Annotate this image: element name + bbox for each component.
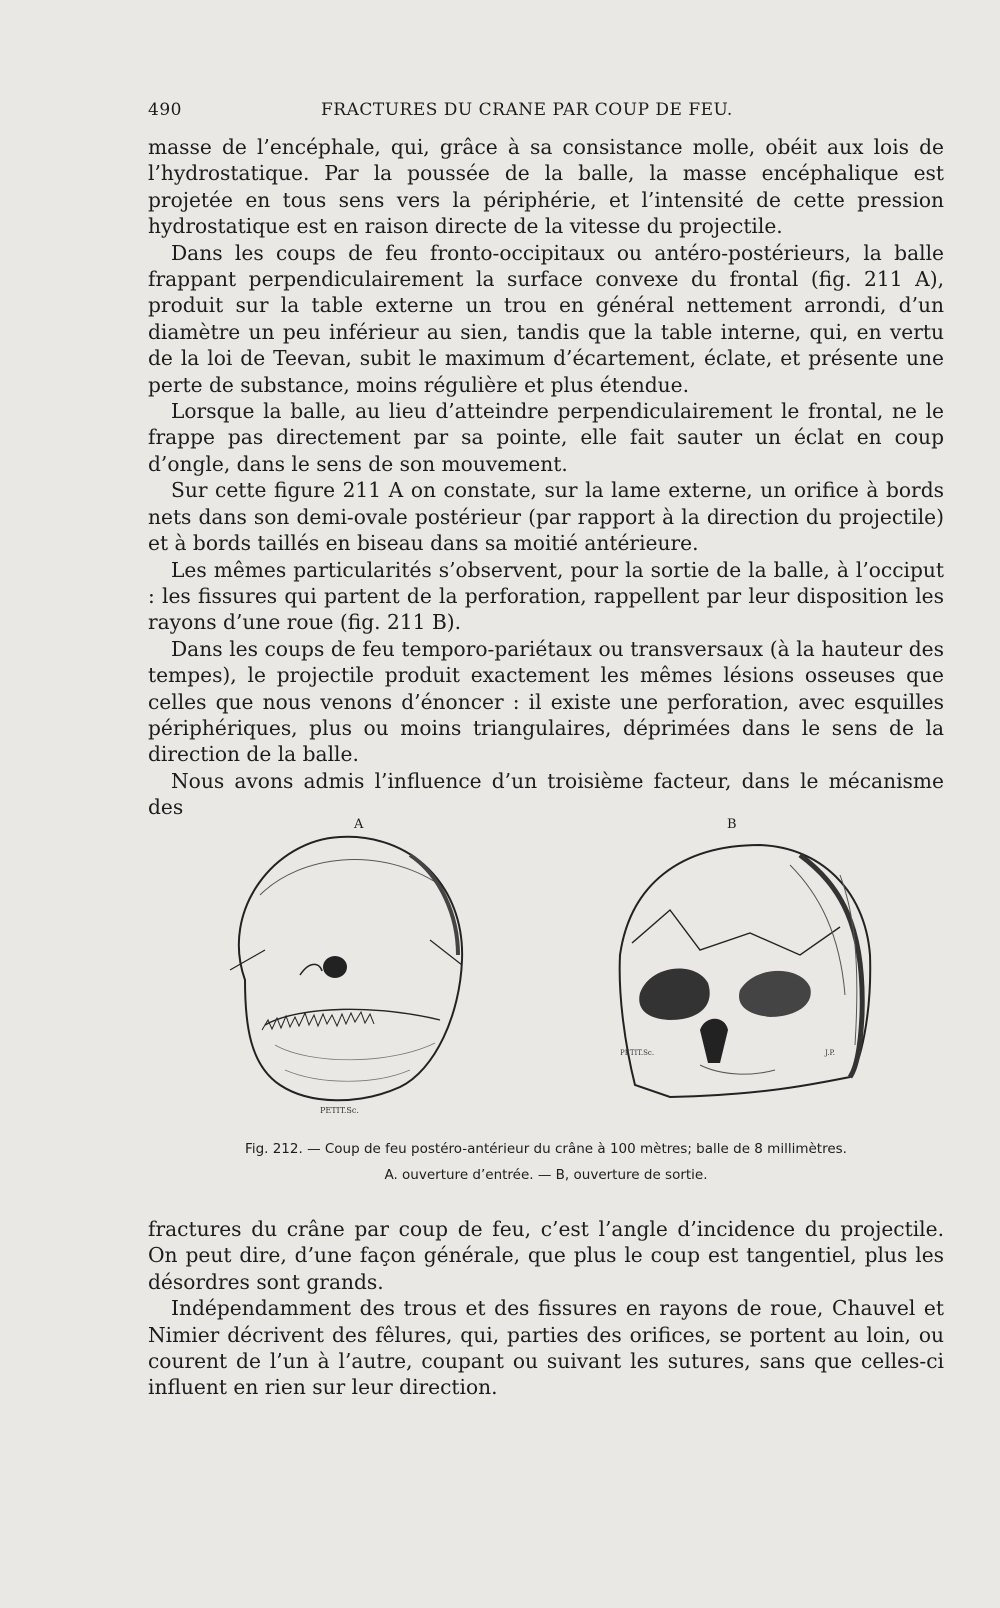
paragraph: Dans les coups de feu fronto-occipitaux ou antéro-postérieurs, la balle frappant perpendiculairement la surface convexe du frontal (fig. 211 A), produit sur la table externe un trou en général nettement arrondi, d’un diamètre un peu inférieur au sien, tandis que la table interne, qui, en vertu de la loi de Teevan, subit le maximum d’écartement, éclate, et présente une perte de substance, moins régulière et plus étendue. xyxy=(148,240,944,397)
paragraph: fractures du crâne par coup de feu, c’est l’angle d’incidence du projectile. On peut dire, d’une façon générale, que plus le coup est tangentiel, plus les désordres sont grands. xyxy=(148,1217,944,1294)
orbit-right xyxy=(739,971,811,1017)
nasal-aperture xyxy=(700,1019,728,1063)
paragraph: Lorsque la balle, au lieu d’atteindre perpendiculairement le frontal, ne le frappe pas directement par sa pointe, elle fait sauter un éclat en coup d’ongle, dans le sens de son mouvement. xyxy=(148,399,944,476)
paragraph: Indépendamment des trous et des fissures en rayons de roue, Chauvel et Nimier décrivent des fêlures, qui, parties des orifices, se portent au loin, ou courent de l’un à l’autre, coupant ou suivant les sutures, sans que celles-ci influent en rien sur leur direction. xyxy=(148,1296,944,1400)
paragraph: Les mêmes particularités s’observent, pour la sortie de la balle, à l’occiput : les fissures qui partent de la perforation, rappellent par leur disposition les rayons d’une roue (fig. 211 B). xyxy=(148,557,944,635)
skull-b-drawing xyxy=(620,845,871,1097)
figure-212 xyxy=(200,815,930,1130)
body-text-top xyxy=(148,134,944,821)
engraver-signature-b-right: J.P. xyxy=(825,1049,836,1057)
engraver-signature-a: PETIT.Sc. xyxy=(320,1106,359,1115)
figure-label-b: B xyxy=(727,817,737,832)
paragraph: Sur cette figure 211 A on constate, sur la lame externe, un orifice à bords nets dans son demi-ovale postérieur (par rapport à la direction du projectile) et à bords taillés en biseau dans sa moitié antérieure. xyxy=(148,478,944,556)
body-text-bottom xyxy=(148,1216,944,1401)
paragraph: Nous avons admis l’influence d’un troisième facteur, dans le mécanisme des xyxy=(148,768,944,820)
running-title: FRACTURES DU CRANE PAR COUP DE FEU. xyxy=(321,100,733,120)
figure-caption-line2: A. ouverture d’entrée. — B, ouverture de sortie. xyxy=(384,1167,708,1183)
engraver-signature-b-left: PETIT.Sc. xyxy=(620,1049,655,1057)
paragraph: Dans les coups de feu temporo-pariétaux ou transversaux (à la hauteur des tempes), le projectile produit exactement les mêmes lésions osseuses que celles que nous venons d’énoncer : il existe une perforation, avec esquilles périphériques, plus ou moins triangulaires, déprimées dans le sens de la direction de la balle. xyxy=(148,636,944,767)
orbit-left xyxy=(639,968,709,1020)
paragraph: masse de l’encéphale, qui, grâce à sa consistance molle, obéit aux lois de l’hydrostatique. Par la poussée de la balle, la masse encéphalique est projetée en tous sens vers la périphérie, et l’intensité de cette pression hydrostatique est en raison directe de la vitesse du projectile. xyxy=(148,135,944,239)
figure-label-a: A xyxy=(354,817,364,832)
figure-caption-line1: Fig. 212. — Coup de feu postéro-antérieur du crâne à 100 mètres; balle de 8 millimètres. xyxy=(245,1141,847,1157)
skull-illustrations xyxy=(200,815,930,1130)
page-number: 490 xyxy=(148,100,182,120)
entry-wound xyxy=(300,956,347,978)
